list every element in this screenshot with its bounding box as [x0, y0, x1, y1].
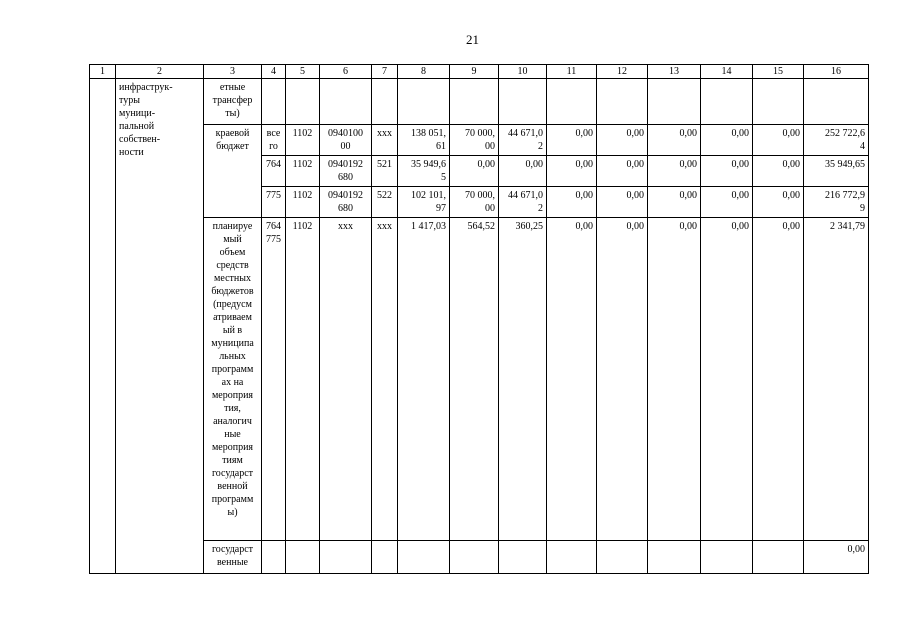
header-cell: 2 [116, 65, 204, 79]
table-cell: 521 [372, 156, 398, 187]
table-cell: 44 671,0 2 [499, 187, 547, 218]
table-cell: 564,52 [450, 218, 499, 541]
header-cell: 12 [597, 65, 648, 79]
table-row [90, 218, 869, 541]
header-cell: 7 [372, 65, 398, 79]
table-cell: краевой бюджет [204, 125, 262, 218]
table-cell: ххх [320, 218, 372, 541]
table-cell: 0,00 [753, 156, 804, 187]
table-cell: 0,00 [753, 218, 804, 541]
table-cell: 0,00 [499, 156, 547, 187]
table-cell: 0,00 [804, 541, 869, 574]
table-row [90, 125, 869, 156]
table-cell: 775 [262, 187, 286, 218]
table-cell: 0,00 [701, 156, 753, 187]
header-cell: 10 [499, 65, 547, 79]
header-cell: 5 [286, 65, 320, 79]
table-cell: 0,00 [753, 125, 804, 156]
table-cell [320, 541, 372, 574]
table-cell [286, 541, 320, 574]
table-cell: 764 [262, 156, 286, 187]
table-cell: 0,00 [547, 156, 597, 187]
page-number: 21 [466, 32, 479, 47]
table-cell: 0,00 [753, 187, 804, 218]
header-cell: 8 [398, 65, 450, 79]
table-cell [262, 541, 286, 574]
table-cell: 1102 [286, 125, 320, 156]
table-cell [547, 541, 597, 574]
header-cell: 3 [204, 65, 262, 79]
table-cell: 764 775 [262, 218, 286, 541]
table-cell [753, 541, 804, 574]
table-cell: 252 722,6 4 [804, 125, 869, 156]
table-cell [398, 79, 450, 125]
table-cell [597, 541, 648, 574]
header-cell: 1 [90, 65, 116, 79]
table-cell: 1102 [286, 187, 320, 218]
table-cell [286, 79, 320, 125]
table-cell [753, 79, 804, 125]
table-cell [450, 79, 499, 125]
table-cell: государст венные [204, 541, 262, 574]
table-cell: все го [262, 125, 286, 156]
table-cell: 0,00 [450, 156, 499, 187]
table-cell: 0,00 [648, 187, 701, 218]
table-cell: 2 341,79 [804, 218, 869, 541]
table-cell: 0,00 [547, 218, 597, 541]
table-cell [398, 541, 450, 574]
table-cell: 102 101, 97 [398, 187, 450, 218]
header-cell: 4 [262, 65, 286, 79]
table-cell [804, 79, 869, 125]
table-cell: етные трансфер ты) [204, 79, 262, 125]
table-cell: 70 000, 00 [450, 125, 499, 156]
table-cell: 0,00 [648, 125, 701, 156]
table-cell: 0,00 [597, 218, 648, 541]
table-cell: 1 417,03 [398, 218, 450, 541]
header-cell: 6 [320, 65, 372, 79]
table-cell: 0,00 [648, 156, 701, 187]
table-row [90, 79, 869, 125]
table-cell: 0,00 [701, 187, 753, 218]
table-cell [372, 541, 398, 574]
table-cell: 0,00 [597, 125, 648, 156]
table-cell: 0940192 680 [320, 187, 372, 218]
table-cell: 0,00 [547, 125, 597, 156]
header-cell: 11 [547, 65, 597, 79]
table-cell [648, 79, 701, 125]
table-cell: 1102 [286, 156, 320, 187]
table-cell: ххх [372, 218, 398, 541]
header-cell: 15 [753, 65, 804, 79]
table-cell [547, 79, 597, 125]
table-cell: 360,25 [499, 218, 547, 541]
table-row [90, 541, 869, 574]
table-cell [499, 79, 547, 125]
table-cell: 70 000, 00 [450, 187, 499, 218]
table-cell: 522 [372, 187, 398, 218]
table-cell: 216 772,9 9 [804, 187, 869, 218]
table-cell: 0,00 [547, 187, 597, 218]
table-cell: 0,00 [597, 156, 648, 187]
table-cell: 0940192 680 [320, 156, 372, 187]
table-cell [499, 541, 547, 574]
header-cell: 14 [701, 65, 753, 79]
header-cell: 13 [648, 65, 701, 79]
table-cell [262, 79, 286, 125]
table-cell [701, 541, 753, 574]
table-cell: 35 949,6 5 [398, 156, 450, 187]
table-cell [372, 79, 398, 125]
table-cell [320, 79, 372, 125]
table-cell: 35 949,65 [804, 156, 869, 187]
table-cell: 1102 [286, 218, 320, 541]
table-cell: 0940100 00 [320, 125, 372, 156]
header-cell: 16 [804, 65, 869, 79]
table-cell [701, 79, 753, 125]
table-cell [90, 79, 116, 574]
table-cell: 0,00 [648, 218, 701, 541]
object-name-cell: инфраструк- туры муници- пальной собствен- ности [116, 79, 204, 574]
table-cell: 0,00 [597, 187, 648, 218]
header-row [90, 65, 869, 79]
table-cell: 0,00 [701, 125, 753, 156]
table-cell: ххх [372, 125, 398, 156]
header-cell: 9 [450, 65, 499, 79]
table-cell [648, 541, 701, 574]
table-cell: 0,00 [701, 218, 753, 541]
table-cell: планируе мый объем средств местных бюджетов (предусм атриваем ый в муниципа льных программ ах на мероприя тия, аналогич ные мероприя тиям государст венной программ ы) [204, 218, 262, 541]
table-cell: 44 671,0 2 [499, 125, 547, 156]
table-cell: 138 051, 61 [398, 125, 450, 156]
table-cell [597, 79, 648, 125]
budget-table [89, 64, 869, 574]
table-cell [450, 541, 499, 574]
